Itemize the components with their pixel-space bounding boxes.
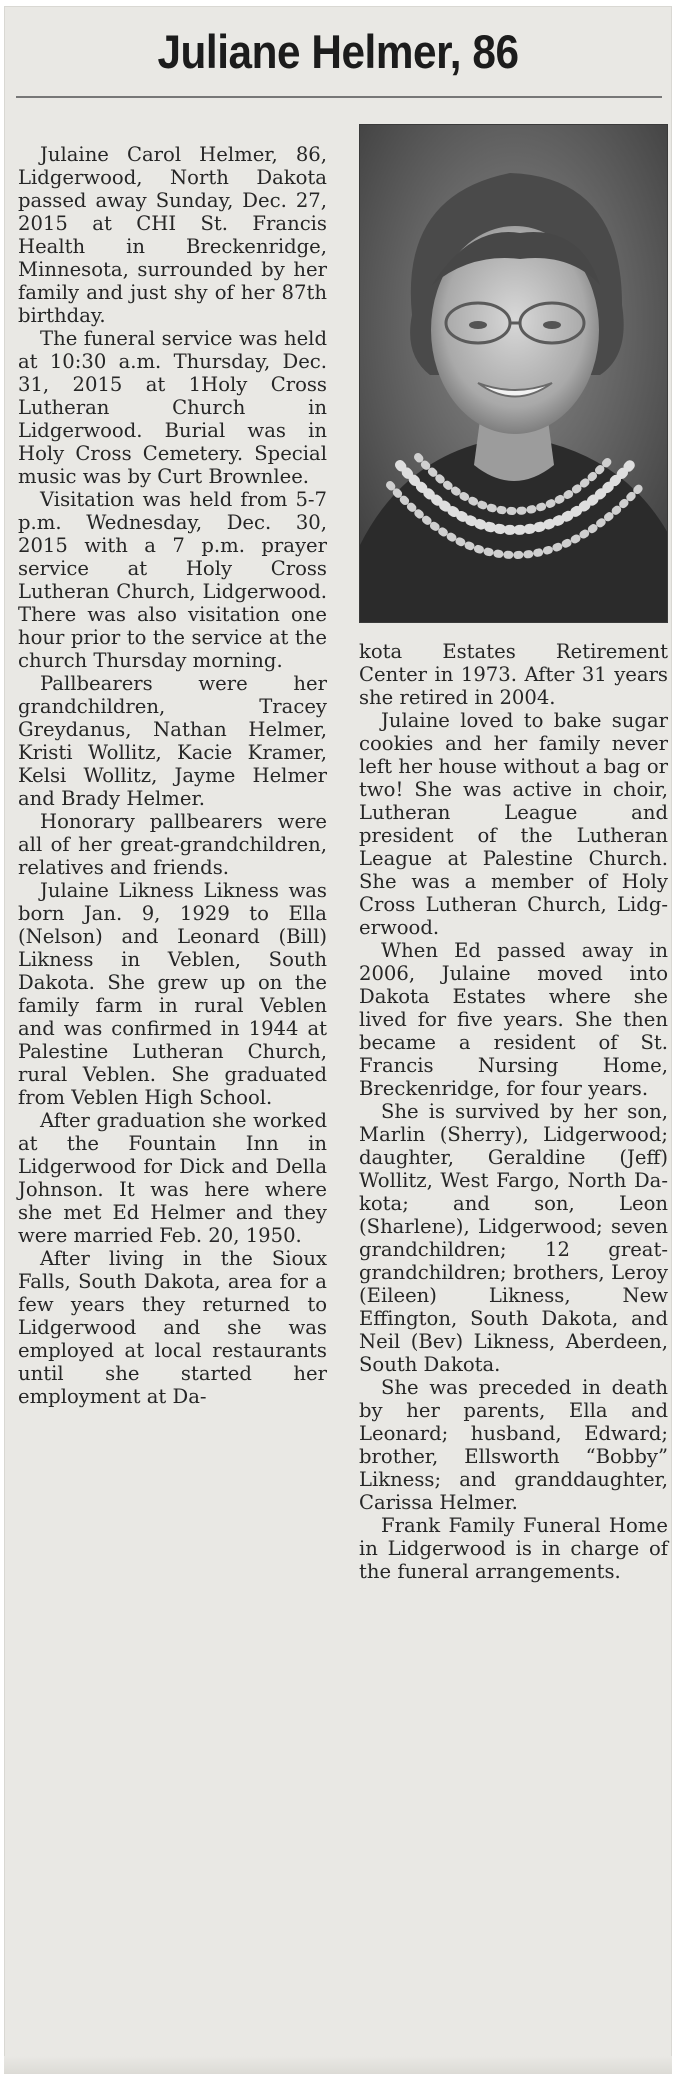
portrait-photo: [359, 124, 668, 623]
paragraph-preceded: She was preceded in death by her parents, Ella and Leonard; husband, Edward; brother, Ellsworth “Bobby” Likness; and granddaughter, Carissa Helmer.: [359, 1376, 668, 1514]
paragraph-employment-continued: kota Estates Retirement Center in 1973. After 31 years she retired in 2004.: [359, 640, 668, 709]
paragraph-funeral-service: The funeral service was held at 10:30 a.m. Thursday, Dec. 31, 2015 at 1Holy Cross Lutheran Church in Lidgerwood. Burial was in Holy Cross Cemetery. Special music was by Curt Brownlee.: [18, 327, 327, 488]
paragraph-marriage: After graduation she worked at the Fountain Inn in Lidgerwood for Dick and Della Johnson. It was here where she met Ed Helmer and they were married Feb. 20, 1950.: [18, 1109, 327, 1247]
paragraph-pallbearers: Pallbearers were her grandchildren, Tracey Greydanus, Nathan Helmer, Kristi Wollitz, Kacie Kramer, Kelsi Wollitz, Jayme Helmer and Brady Helmer.: [18, 672, 327, 810]
paragraph-honorary-pallbearers: Honorary pallbearers were all of her great-grandchildren, relatives and friends.: [18, 810, 327, 879]
paragraph-survivors: She is survived by her son, Marlin (Sherry), Lidgerwood; daughter, Geraldine (Jeff) Wollitz, West Fargo, North Dakota; and son, Leon (Sharlene), Lidgerwood; seven grandchildren; 12 great-grandchildren; brothers, Leroy (Eileen) Likness, New Effington, South Dakota, and Neil (Bev) Likness, Aberdeen, South Dakota.: [359, 1100, 668, 1376]
right-column: [359, 640, 668, 1583]
paragraph-employment: After living in the Sioux Falls, South Dakota, area for a few years they returned to Lidgerwood and she was employed at local restaurants until she started her employment at Da-: [18, 1247, 327, 1408]
headline-rule: [16, 96, 662, 98]
paragraph-later-years: When Ed passed away in 2006, Julaine moved into Dakota Estates where she lived for five years. She then became a resident of St. Francis Nursing Home, Breckenridge, for four years.: [359, 939, 668, 1100]
paragraph-death-notice: Julaine Carol Helmer, 86, Lidgerwood, North Dakota passed away Sunday, Dec. 27, 2015 at CHI St. Francis Health in Breckenridge, Minnesota, surrounded by her family and just shy of her 87th birthday.: [18, 143, 327, 327]
clipping-bottom-edge: [4, 2056, 672, 2074]
headline: Juliane Helmer, 86: [157, 25, 519, 78]
paragraph-early-life: Julaine Likness Likness was born Jan. 9, 1929 to Ella (Nelson) and Leonard (Bill) Likness in Veblen, South Dakota. She grew up on the family farm in rural Veblen and was confirmed in 1944 at Palestine Lutheran Church, rural Veblen. She graduated from Veblen High School.: [18, 879, 327, 1109]
paragraph-funeral-home: Frank Family Funeral Home in Lidgerwood is in charge of the funeral arrangements.: [359, 1514, 668, 1583]
paragraph-hobbies: Julaine loved to bake sugar cookies and her family never left her house without a bag or two! She was active in choir, Lutheran League and president of the Lutheran League at Palestine Church. She was a member of Holy Cross Lutheran Church, Lidgerwood.: [359, 709, 668, 939]
obituary-clipping: [4, 6, 672, 2074]
portrait-photo-icon: [360, 125, 668, 623]
paragraph-visitation: Visitation was held from 5-7 p.m. Wednesday, Dec. 30, 2015 with a 7 p.m. prayer service at Holy Cross Lutheran Church, Lidgerwood. There was also visitation one hour prior to the service at the church Thursday morning.: [18, 488, 327, 672]
left-column: [18, 143, 327, 1408]
